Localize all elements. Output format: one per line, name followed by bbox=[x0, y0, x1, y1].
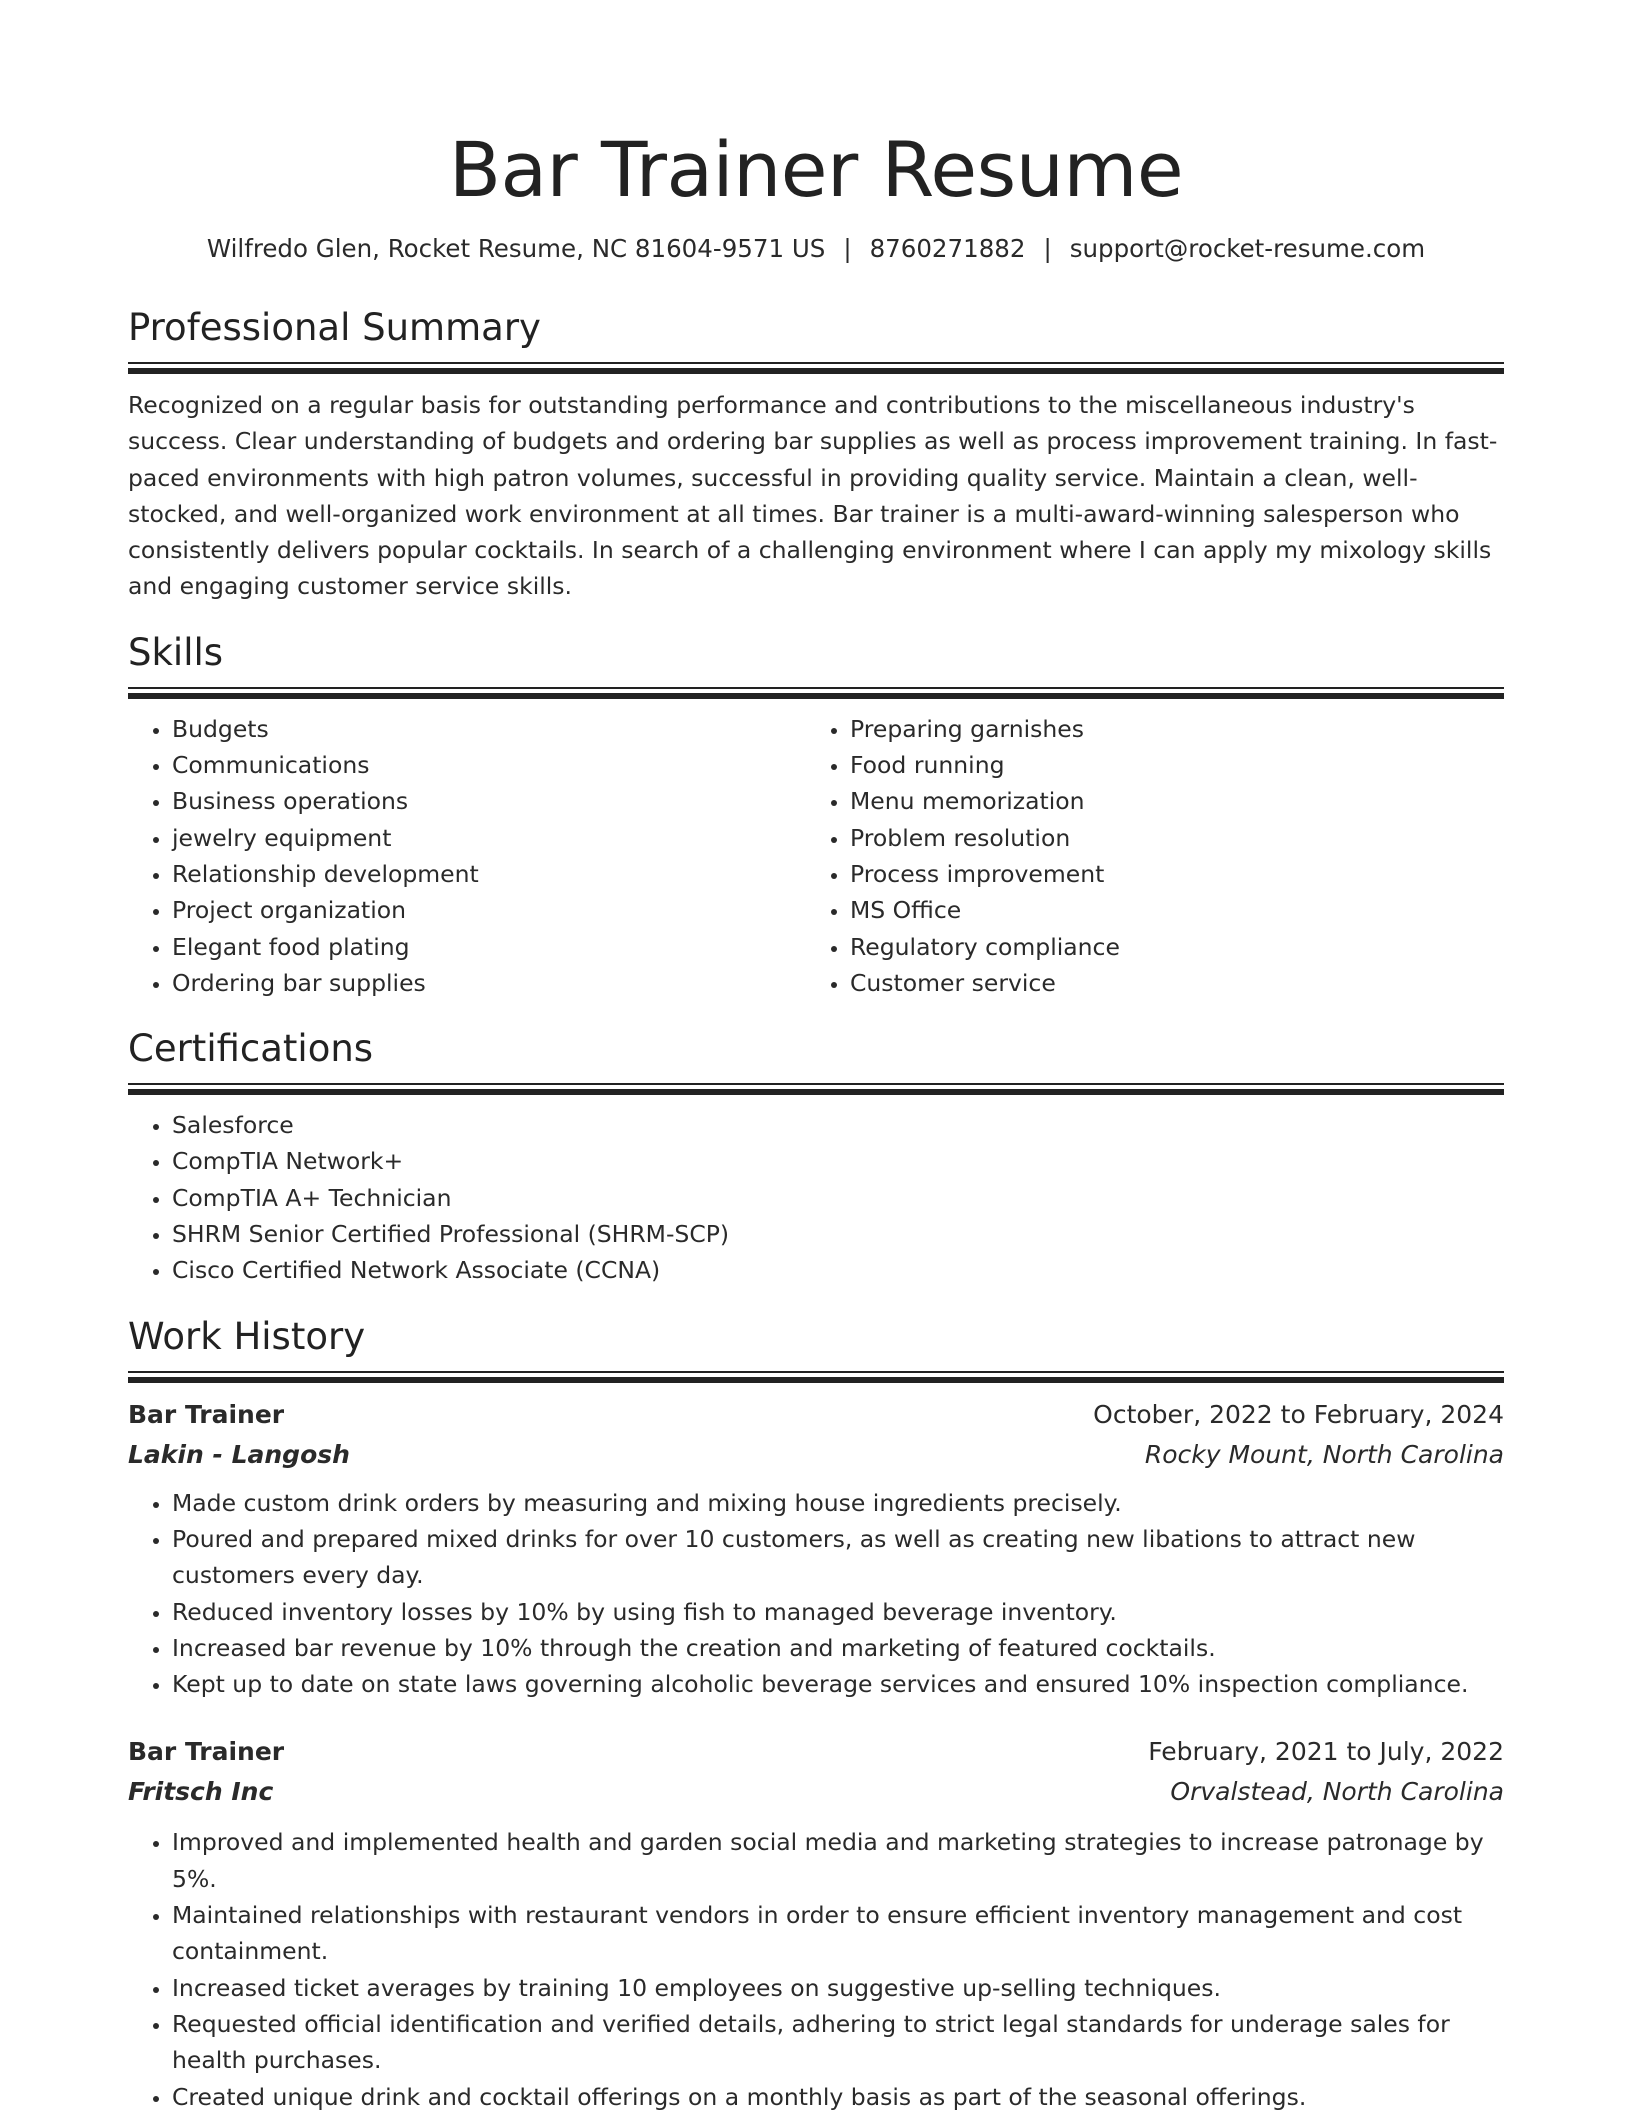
contact-email: support@rocket-resume.com bbox=[1069, 234, 1426, 263]
skill-item: • Communications bbox=[172, 747, 806, 783]
skill-item: • Budgets bbox=[172, 711, 806, 747]
job-bullet: • Made custom drink orders by measuring and mixing house ingredients precisely. bbox=[172, 1485, 1504, 1521]
skill-item: • Menu memorization bbox=[850, 783, 1484, 819]
job-entry bbox=[128, 1732, 1504, 2114]
contact-line bbox=[128, 232, 1504, 266]
skills-heading: Skills bbox=[128, 630, 224, 674]
skill-item: • Problem resolution bbox=[850, 820, 1484, 856]
job-location: Rocky Mount, North Carolina bbox=[1144, 1439, 1504, 1469]
skill-item: • Project organization bbox=[172, 892, 806, 928]
skill-item: • jewelry equipment bbox=[172, 820, 806, 856]
job-title: Bar Trainer bbox=[128, 1737, 285, 1767]
skill-item: • Business operations bbox=[172, 783, 806, 819]
skills-list-right bbox=[806, 711, 1484, 1001]
resume-title: Bar Trainer Resume bbox=[448, 125, 1184, 214]
certification-item: • CompTIA A+ Technician bbox=[172, 1180, 1504, 1216]
certifications-list bbox=[128, 1107, 1504, 1288]
contact-address: Wilfredo Glen, Rocket Resume, NC 81604-9571 US bbox=[206, 234, 826, 263]
certification-item: • CompTIA Network+ bbox=[172, 1143, 1504, 1179]
job-bullet: • Increased bar revenue by 10% through the creation and marketing of featured cocktails. bbox=[172, 1630, 1504, 1666]
section-divider bbox=[128, 687, 1504, 699]
contact-separator: | bbox=[1043, 234, 1052, 263]
skill-item: • Ordering bar supplies bbox=[172, 965, 806, 1001]
job-bullet: • Created unique drink and cocktail offerings on a monthly basis as part of the seasonal offerings. bbox=[172, 2079, 1504, 2115]
skill-item: • Process improvement bbox=[850, 856, 1484, 892]
certifications-heading: Certifications bbox=[128, 1027, 374, 1071]
contact-phone: 8760271882 bbox=[869, 234, 1026, 263]
skills-grid bbox=[128, 711, 1504, 1001]
job-subheader bbox=[128, 1772, 1504, 1812]
job-bullet: • Maintained relationships with restaurant vendors in order to ensure efficient inventory management and cost containment. bbox=[172, 1897, 1504, 1970]
job-bullet: • Poured and prepared mixed drinks for over 10 customers, as well as creating new libations to attract new customers every day. bbox=[172, 1521, 1504, 1594]
section-divider bbox=[128, 1371, 1504, 1383]
job-bullet: • Reduced inventory losses by 10% by using fish to managed beverage inventory. bbox=[172, 1594, 1504, 1630]
skill-item: • Food running bbox=[850, 747, 1484, 783]
skill-item: • MS Office bbox=[850, 892, 1484, 928]
section-divider bbox=[128, 362, 1504, 374]
contact-separator: | bbox=[843, 234, 852, 263]
job-entry bbox=[128, 1395, 1504, 1703]
skill-item: • Relationship development bbox=[172, 856, 806, 892]
skills-list-left bbox=[128, 711, 806, 1001]
job-title: Bar Trainer bbox=[128, 1399, 285, 1429]
certifications-section bbox=[128, 1025, 1504, 1288]
job-bullets bbox=[128, 1485, 1504, 1703]
skill-item: • Preparing garnishes bbox=[850, 711, 1484, 747]
job-header bbox=[128, 1395, 1504, 1435]
certification-item: • Salesforce bbox=[172, 1107, 1504, 1143]
job-company: Lakin - Langosh bbox=[128, 1439, 350, 1469]
skill-item: • Elegant food plating bbox=[172, 929, 806, 965]
job-dates: February, 2021 to July, 2022 bbox=[1148, 1737, 1504, 1767]
skill-item: • Regulatory compliance bbox=[850, 929, 1484, 965]
work-history-heading: Work History bbox=[128, 1314, 366, 1358]
summary-heading: Professional Summary bbox=[128, 306, 541, 349]
skills-section bbox=[128, 629, 1504, 1001]
job-bullet: • Improved and implemented health and garden social media and marketing strategies to increase patronage by 5%. bbox=[172, 1824, 1504, 1897]
certification-item: • Cisco Certified Network Associate (CCNA) bbox=[172, 1252, 1504, 1288]
job-header bbox=[128, 1732, 1504, 1772]
resume-page bbox=[128, 0, 1504, 2115]
job-subheader bbox=[128, 1435, 1504, 1475]
job-company: Fritsch Inc bbox=[128, 1777, 274, 1807]
job-bullet: • Increased ticket averages by training 10 employees on suggestive up-selling techniques. bbox=[172, 1970, 1504, 2006]
job-bullet: • Requested official identification and verified details, adhering to strict legal standards for underage sales for health purchases. bbox=[172, 2006, 1504, 2079]
summary-text: Recognized on a regular basis for outstanding performance and contributions to the miscellaneous industry's success. Clear understanding of budgets and ordering bar supplies as well as process improvement training. In fast-paced environments with high patron volumes, successful in providing quality service. Maintain a clean, well-stocked, and well-organized work environment at all times. Bar trainer is a multi-award-winning salesperson who consistently delivers popular cocktails. In search of a challenging environment where I can apply my mixology skills and engaging customer service skills. bbox=[128, 391, 1498, 601]
job-location: Orvalstead, North Carolina bbox=[1170, 1777, 1504, 1807]
summary-section bbox=[128, 304, 1504, 605]
skill-item: • Customer service bbox=[850, 965, 1484, 1001]
job-dates: October, 2022 to February, 2024 bbox=[1093, 1399, 1504, 1429]
section-divider bbox=[128, 1083, 1504, 1095]
job-bullet: • Kept up to date on state laws governing alcoholic beverage services and ensured 10% inspection compliance. bbox=[172, 1666, 1504, 1702]
certification-item: • SHRM Senior Certified Professional (SHRM-SCP) bbox=[172, 1216, 1504, 1252]
job-bullets bbox=[128, 1824, 1504, 2114]
work-history-section bbox=[128, 1313, 1504, 2115]
